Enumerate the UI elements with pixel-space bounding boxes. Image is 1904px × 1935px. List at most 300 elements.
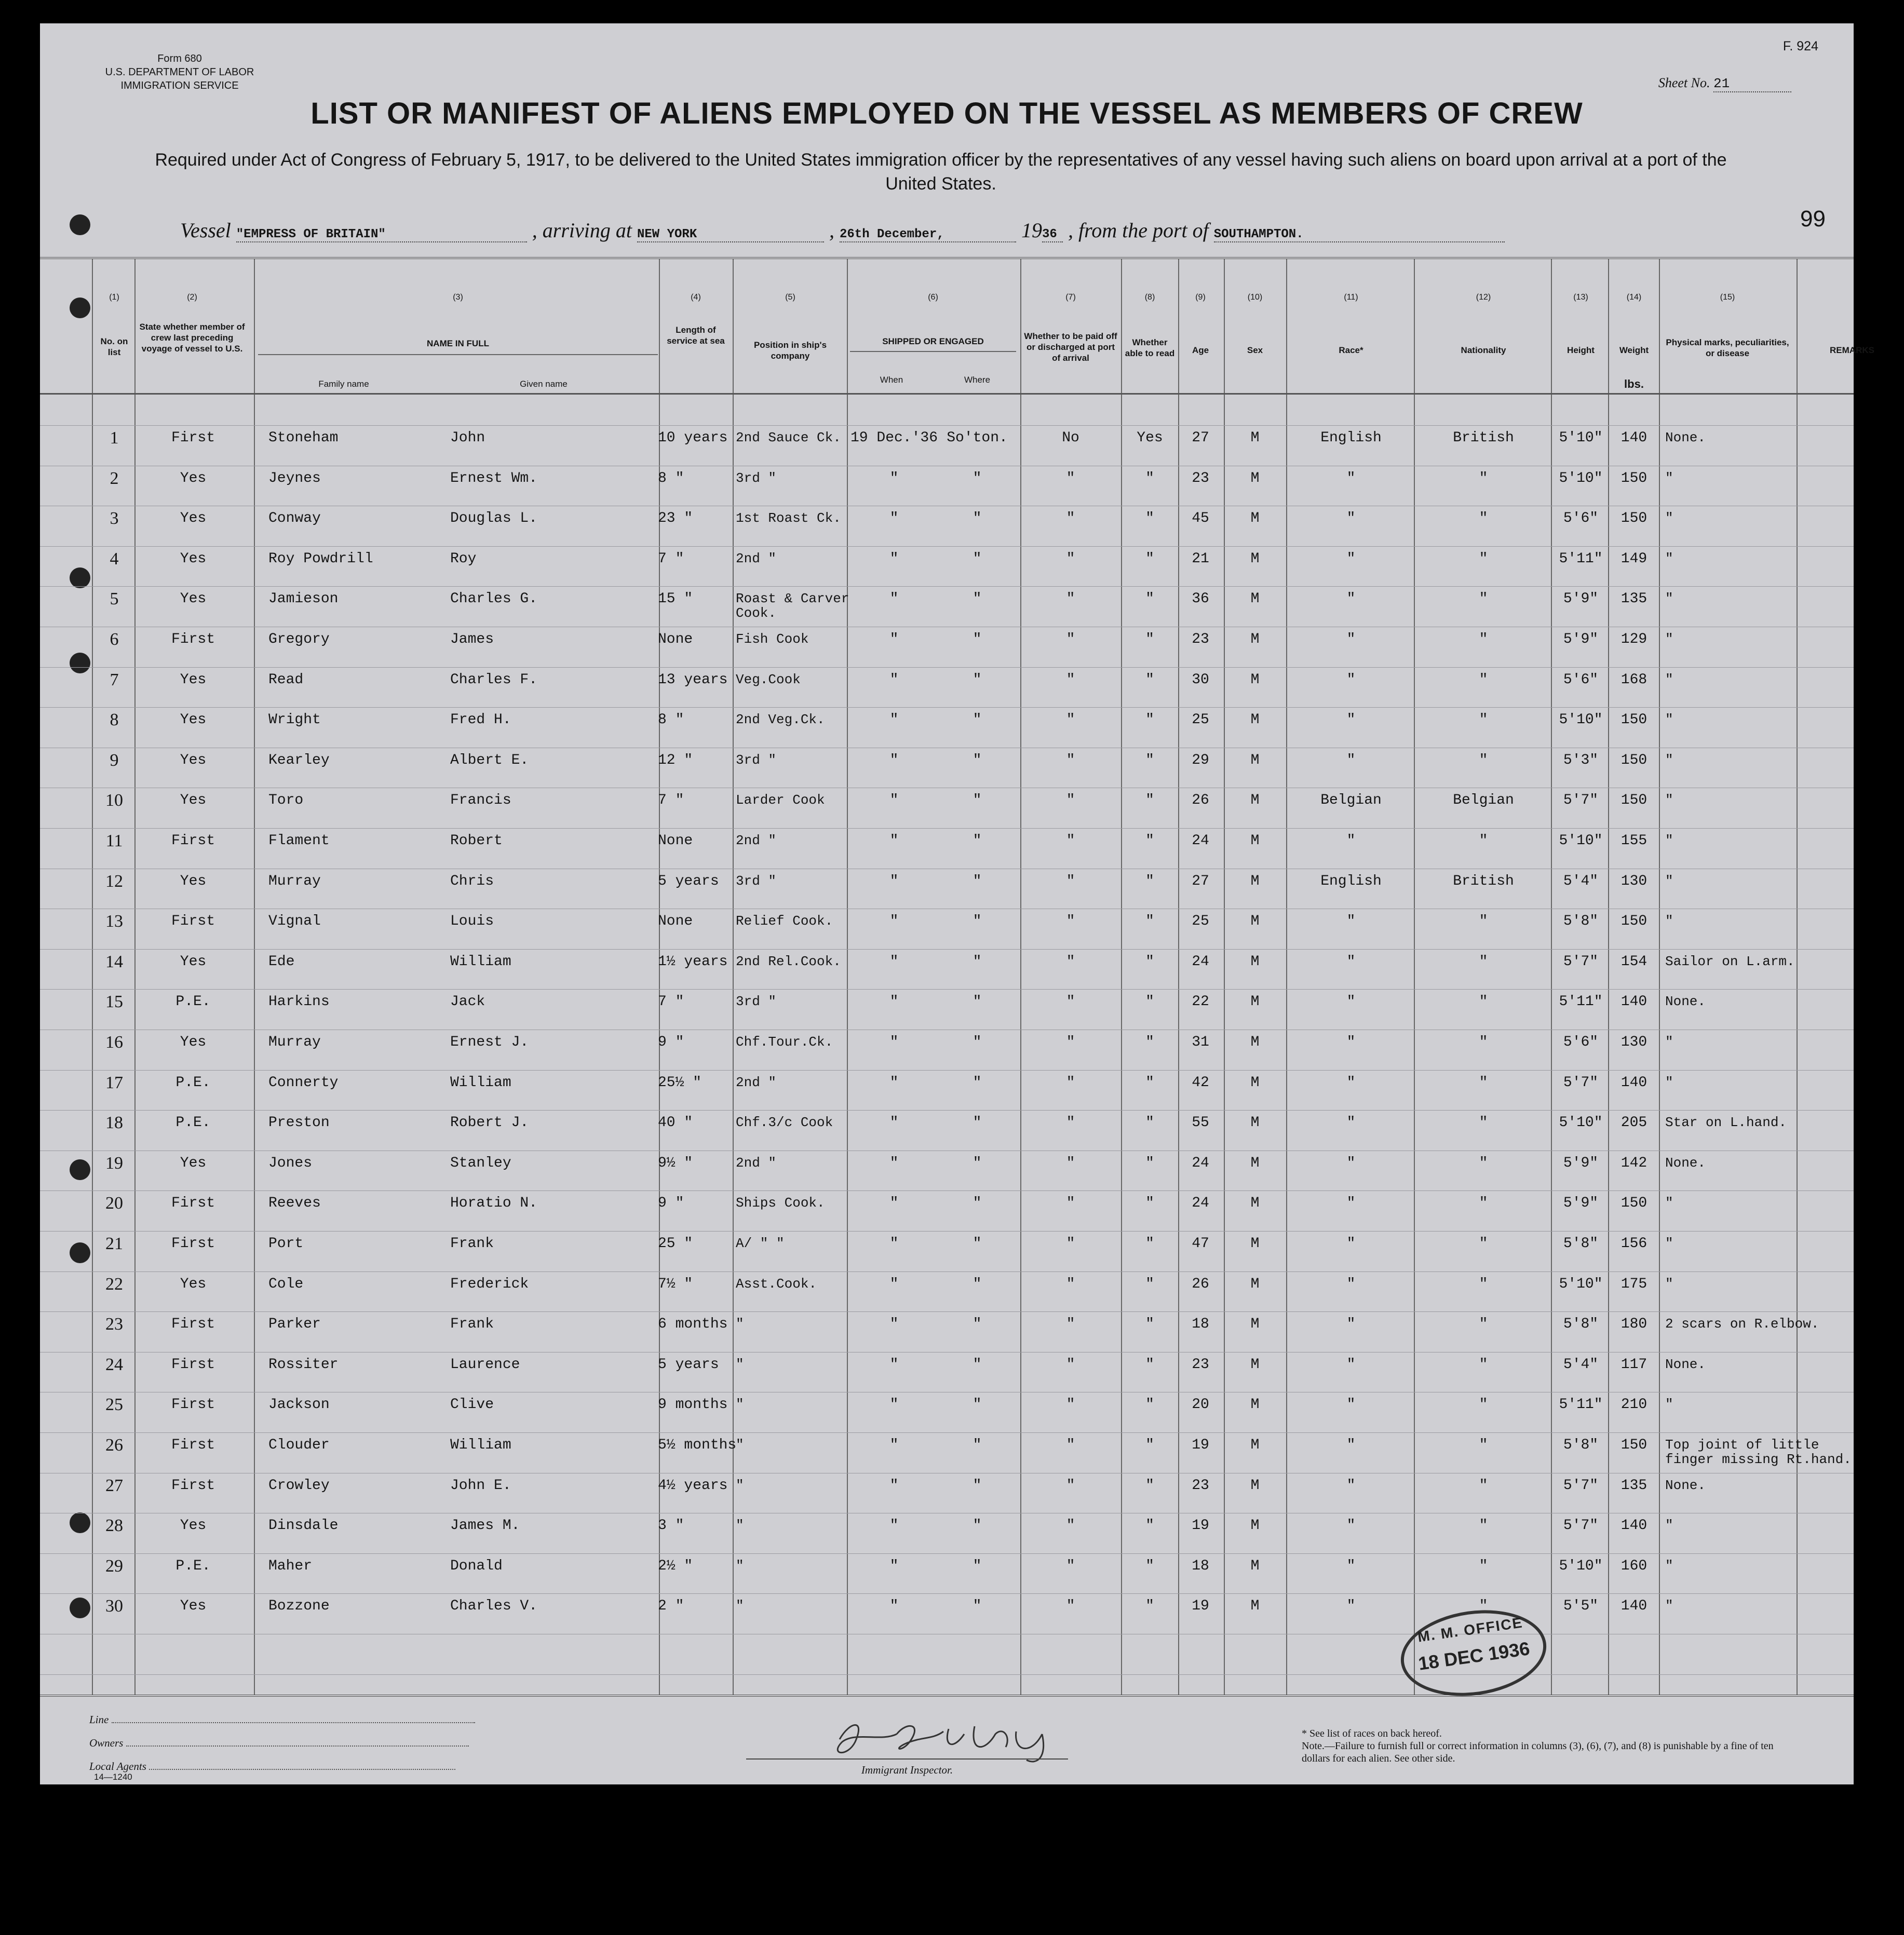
column-number: (7) [1065, 293, 1076, 302]
cell-race: " [1346, 1236, 1356, 1252]
cell-given: Stanley [450, 1155, 511, 1171]
cell-nat: " [1479, 591, 1488, 607]
cell-age: 24 [1192, 1195, 1209, 1212]
cell-sex: M [1250, 873, 1260, 889]
cell-marks: " [1665, 1397, 1673, 1413]
cell-read: " [1145, 1437, 1154, 1453]
cell-weight: 135 [1621, 591, 1648, 607]
cell-service: 8 " [658, 470, 684, 486]
page-title: LIST OR MANIFEST OF ALIENS EMPLOYED ON THE VESSEL AS MEMBERS OF CREW [310, 97, 1583, 130]
cell-read: " [1145, 1356, 1154, 1373]
cell-nat: " [1479, 1558, 1488, 1574]
cell-age: 36 [1192, 591, 1209, 607]
cell-no: 25 [105, 1395, 123, 1415]
cell-family: Read [268, 671, 304, 688]
owners-label: Owners [89, 1737, 124, 1749]
cell-marks: " [1665, 1558, 1673, 1574]
stamp-office: M. M. OFFICE [1416, 1614, 1524, 1645]
cell-age: 26 [1192, 1276, 1209, 1292]
cell-paid: " [1066, 712, 1075, 728]
column-number: (2) [187, 293, 197, 302]
cell-service: None [658, 833, 693, 849]
cell-race: English [1320, 873, 1382, 889]
cell-read: " [1145, 470, 1154, 486]
cell-when: 19 Dec.'36 [850, 430, 938, 446]
cell-given: Douglas L. [450, 510, 538, 527]
cell-weight: 140 [1621, 1518, 1648, 1534]
cell-age: 23 [1192, 1477, 1209, 1494]
cell-height: 5'9" [1563, 1155, 1599, 1171]
cell-marks: " [1665, 1598, 1673, 1614]
cell-race: " [1346, 1397, 1356, 1413]
cell-family: Vignal [268, 913, 321, 930]
cell-where: " [973, 752, 982, 768]
header-position: Position in ship's company [753, 340, 827, 361]
cell-race: " [1346, 712, 1356, 728]
cell-sex: M [1250, 752, 1260, 768]
header-where: Where [964, 375, 991, 385]
table-row [40, 511, 1854, 550]
cell-when: " [889, 994, 899, 1010]
cell-where: " [973, 550, 982, 567]
cell-prev: First [171, 1477, 215, 1494]
cell-marks: None. [1665, 994, 1706, 1010]
cell-where: So'ton. [947, 430, 1008, 446]
cell-age: 45 [1192, 510, 1209, 527]
cell-given: Chris [450, 873, 494, 889]
header-given-name: Given name [520, 379, 568, 389]
cell-nat: " [1479, 833, 1488, 849]
cell-when: " [889, 1236, 899, 1252]
cell-marks: " [1665, 833, 1673, 848]
cell-given: Robert J. [450, 1115, 529, 1131]
cell-no: 8 [110, 710, 119, 730]
cell-service: None [658, 631, 693, 647]
cell-where: " [973, 1195, 982, 1212]
cell-no: 29 [105, 1556, 123, 1576]
cell-family: Dinsdale [268, 1518, 339, 1534]
cell-weight: 149 [1621, 550, 1648, 567]
cell-weight: 150 [1621, 913, 1648, 930]
cell-sex: M [1250, 1034, 1260, 1050]
cell-where: " [973, 873, 982, 889]
cell-weight: 150 [1621, 1437, 1648, 1453]
arrival-port: NEW YORK [637, 227, 824, 242]
cell-weight: 180 [1621, 1316, 1648, 1333]
cell-when: " [889, 1034, 899, 1050]
cell-nat: " [1479, 1397, 1488, 1413]
cell-paid: " [1066, 752, 1075, 768]
cell-read: " [1145, 913, 1154, 930]
cell-paid: " [1066, 1195, 1075, 1212]
cell-weight: 129 [1621, 631, 1648, 647]
cell-sex: M [1250, 953, 1260, 970]
cell-given: James [450, 631, 494, 647]
cell-prev: First [171, 1236, 215, 1252]
cell-family: Bozzone [268, 1598, 330, 1615]
cell-age: 24 [1192, 833, 1209, 849]
cell-sex: M [1250, 792, 1260, 809]
cell-nat: " [1479, 1598, 1488, 1615]
cell-given: John E. [450, 1477, 511, 1494]
header-physical-marks: Physical marks, peculiarities, or disease [1666, 337, 1789, 358]
cell-service: 5½ months [658, 1437, 737, 1453]
cell-marks: " [1665, 1195, 1673, 1211]
cell-nat: " [1479, 994, 1488, 1010]
cell-no: 24 [105, 1355, 123, 1374]
cell-paid: " [1066, 1236, 1075, 1252]
cell-paid: " [1066, 1437, 1075, 1453]
cell-nat: " [1479, 550, 1488, 567]
cell-no: 6 [110, 630, 119, 649]
cell-paid: " [1066, 1397, 1075, 1413]
cell-prev: Yes [180, 550, 207, 567]
cell-paid: " [1066, 1276, 1075, 1292]
cell-nat: " [1479, 1477, 1488, 1494]
cell-position: Ships Cook. [736, 1195, 825, 1211]
cell-height: 5'10" [1559, 430, 1603, 446]
cell-weight: 154 [1621, 953, 1648, 970]
cell-nat: " [1479, 1276, 1488, 1292]
cell-family: Crowley [268, 1477, 330, 1494]
cell-age: 22 [1192, 994, 1209, 1010]
cell-where: " [973, 1316, 982, 1333]
cell-height: 5'11" [1559, 1397, 1603, 1413]
cell-position: 2nd " [736, 1155, 777, 1171]
cell-where: " [973, 1397, 982, 1413]
cell-age: 27 [1192, 430, 1209, 446]
header-length-of-service: Length of service at sea [667, 325, 725, 346]
cell-sex: M [1250, 1115, 1260, 1131]
cell-weight: 150 [1621, 510, 1648, 527]
cell-no: 17 [105, 1073, 123, 1092]
cell-when: " [889, 1356, 899, 1373]
cell-marks: " [1665, 510, 1673, 526]
cell-age: 25 [1192, 913, 1209, 930]
cell-read: " [1145, 591, 1154, 607]
cell-nat: " [1479, 1316, 1488, 1333]
cell-weight: 205 [1621, 1115, 1648, 1131]
cell-family: Stoneham [268, 430, 339, 446]
cell-position: 3rd " [736, 873, 777, 889]
cell-marks: " [1665, 712, 1673, 728]
cell-where: " [973, 1437, 982, 1453]
cell-sex: M [1250, 913, 1260, 930]
table-row [40, 750, 1854, 792]
arrival-year: 36 [1042, 227, 1063, 242]
print-code: 14—1240 [94, 1772, 132, 1782]
cell-when: " [889, 1155, 899, 1171]
cell-given: Fred H. [450, 712, 511, 728]
cell-family: Gregory [268, 631, 330, 647]
header-age: Age [1192, 345, 1209, 355]
cell-height: 5'7" [1563, 1518, 1599, 1534]
cell-height: 5'10" [1559, 712, 1603, 728]
cell-read: " [1145, 1155, 1154, 1171]
cell-weight: 150 [1621, 792, 1648, 809]
cell-where: " [973, 1276, 982, 1292]
header-no-on-list: No. on list [100, 336, 128, 357]
cell-prev: Yes [180, 470, 207, 486]
cell-height: 5'7" [1563, 1477, 1599, 1494]
cell-marks: " [1665, 470, 1673, 486]
cell-height: 5'7" [1563, 792, 1599, 809]
cell-family: Rossiter [268, 1356, 339, 1373]
cell-race: " [1346, 1034, 1356, 1050]
cell-no: 16 [105, 1033, 123, 1052]
cell-position: " [736, 1397, 744, 1413]
cell-height: 5'9" [1563, 631, 1599, 647]
cell-weight: 155 [1621, 833, 1648, 849]
cell-height: 5'8" [1563, 1437, 1599, 1453]
cell-paid: " [1066, 550, 1075, 567]
vessel-label: Vessel [180, 219, 231, 242]
cell-no: 9 [110, 750, 119, 770]
cell-marks: " [1665, 550, 1673, 566]
cell-marks: None. [1665, 430, 1706, 445]
cell-where: " [973, 792, 982, 809]
cell-read: " [1145, 1195, 1154, 1212]
cell-age: 24 [1192, 953, 1209, 970]
cell-weight: 150 [1621, 1195, 1648, 1212]
crew-table [40, 257, 1874, 1697]
table-row [40, 632, 1854, 671]
column-number: (14) [1626, 293, 1642, 302]
cell-position: 2nd Rel.Cook. [736, 953, 841, 969]
cell-sex: M [1250, 510, 1260, 527]
cell-paid: " [1066, 953, 1075, 970]
cell-height: 5'8" [1563, 1316, 1599, 1333]
cell-no: 20 [105, 1194, 123, 1213]
cell-nat: " [1479, 631, 1488, 647]
cell-family: Preston [268, 1115, 330, 1131]
cell-nat: " [1479, 712, 1488, 728]
cell-where: " [973, 631, 982, 647]
table-row [40, 1035, 1854, 1074]
cell-given: Frank [450, 1236, 494, 1252]
column-number: (4) [691, 293, 701, 302]
cell-prev: Yes [180, 1598, 207, 1615]
cell-family: Kearley [268, 752, 330, 768]
cell-height: 5'6" [1563, 1034, 1599, 1050]
cell-weight: 140 [1621, 1074, 1648, 1091]
cell-weight: 160 [1621, 1558, 1648, 1574]
cell-nat: " [1479, 510, 1488, 527]
cell-given: Charles V. [450, 1598, 538, 1615]
cell-paid: " [1066, 792, 1075, 809]
header-nationality: Nationality [1461, 345, 1506, 355]
cell-read: " [1145, 1276, 1154, 1292]
cell-sex: M [1250, 1558, 1260, 1574]
cell-race: " [1346, 470, 1356, 486]
cell-given: Donald [450, 1558, 503, 1574]
cell-race: " [1346, 1356, 1356, 1373]
cell-paid: " [1066, 913, 1075, 930]
cell-age: 25 [1192, 712, 1209, 728]
table-row [40, 793, 1854, 832]
header-family-name: Family name [318, 379, 369, 389]
cell-where: " [973, 1477, 982, 1494]
cell-prev: P.E. [175, 1074, 211, 1091]
line-label: Line [89, 1713, 109, 1726]
cell-when: " [889, 1115, 899, 1131]
cell-when: " [889, 1558, 899, 1574]
cell-read: " [1145, 1034, 1154, 1050]
cell-no: 23 [105, 1315, 123, 1334]
cell-prev: Yes [180, 953, 207, 970]
table-row [40, 430, 1854, 470]
cell-race: " [1346, 1155, 1356, 1171]
cell-race: " [1346, 1477, 1356, 1494]
cell-when: " [889, 1598, 899, 1615]
arriving-label: , arriving at [532, 219, 632, 242]
cell-given: William [450, 1437, 511, 1453]
cell-read: " [1145, 994, 1154, 1010]
cell-given: Laurence [450, 1356, 520, 1373]
header-race: Race* [1339, 345, 1363, 355]
cell-paid: " [1066, 873, 1075, 889]
table-row [40, 712, 1854, 752]
cell-paid: No [1062, 430, 1079, 446]
cell-family: Ede [268, 953, 295, 970]
cell-read: " [1145, 631, 1154, 647]
cell-where: " [973, 470, 982, 486]
cell-given: Charles G. [450, 591, 538, 607]
cell-family: Connerty [268, 1074, 339, 1091]
cell-no: 1 [110, 428, 119, 448]
cell-sex: M [1250, 1356, 1260, 1373]
cell-family: Reeves [268, 1195, 321, 1212]
cell-where: " [973, 913, 982, 930]
cell-position: 2nd Sauce Ck. [736, 430, 841, 445]
cell-given: Horatio N. [450, 1195, 538, 1212]
header-member-last-voyage: State whether member of crew last preceding voyage of vessel to U.S. [139, 322, 245, 354]
cell-family: Roy Powdrill [268, 550, 373, 567]
cell-nat: " [1479, 1195, 1488, 1212]
cell-age: 27 [1192, 873, 1209, 889]
cell-race: " [1346, 1598, 1356, 1615]
cell-read: " [1145, 873, 1154, 889]
cell-weight: 210 [1621, 1397, 1648, 1413]
cell-where: " [973, 833, 982, 849]
cell-position: A/ " " [736, 1236, 785, 1251]
table-row [40, 1518, 1854, 1558]
header-height: Height [1567, 345, 1595, 355]
cell-position: " [736, 1316, 744, 1332]
cell-race: " [1346, 671, 1356, 688]
cell-where: " [973, 1598, 982, 1615]
header-remarks: REMARKS [1830, 345, 1874, 355]
cell-service: 25½ " [658, 1074, 702, 1091]
cell-prev: Yes [180, 752, 207, 768]
cell-read: " [1145, 1316, 1154, 1333]
cell-age: 23 [1192, 1356, 1209, 1373]
cell-read: " [1145, 1477, 1154, 1494]
from-port-label: , from the port of [1068, 219, 1209, 242]
notes-block [1302, 1727, 1800, 1765]
header-sex: Sex [1247, 345, 1263, 355]
cell-service: 40 " [658, 1115, 693, 1131]
cell-height: 5'4" [1563, 1356, 1599, 1373]
cell-position: 2nd " [736, 550, 777, 566]
cell-height: 5'5" [1563, 1598, 1599, 1615]
cell-position: Chf.Tour.Ck. [736, 1034, 833, 1050]
cell-position: " [736, 1518, 744, 1534]
cell-age: 24 [1192, 1155, 1209, 1171]
cell-position: 2nd Veg.Ck. [736, 712, 825, 728]
cell-age: 18 [1192, 1316, 1209, 1333]
year-label: 19 [1021, 219, 1042, 242]
cell-when: " [889, 953, 899, 970]
cell-where: " [973, 1558, 982, 1574]
cell-position: 1st Roast Ck. [736, 510, 841, 526]
cell-paid: " [1066, 671, 1075, 688]
ruled-line [40, 1674, 1854, 1675]
table-row [40, 1397, 1854, 1437]
cell-read: " [1145, 712, 1154, 728]
cell-marks: 2 scars on R.elbow. [1665, 1316, 1819, 1332]
cell-position: " [736, 1598, 744, 1614]
cell-when: " [889, 752, 899, 768]
cell-where: " [973, 591, 982, 607]
cell-family: Conway [268, 510, 321, 527]
cell-age: 42 [1192, 1074, 1209, 1091]
cell-paid: " [1066, 1518, 1075, 1534]
cell-prev: First [171, 913, 215, 930]
cell-sex: M [1250, 470, 1260, 486]
cell-race: " [1346, 550, 1356, 567]
table-row [40, 914, 1854, 953]
form-header-block [99, 52, 260, 92]
cell-height: 5'7" [1563, 953, 1599, 970]
cell-service: 2 " [658, 1598, 684, 1615]
cell-service: 9 " [658, 1195, 684, 1212]
cell-prev: P.E. [175, 994, 211, 1010]
cell-sex: M [1250, 1316, 1260, 1333]
cell-no: 27 [105, 1476, 123, 1495]
voyage-line: Vessel "EMPRESS OF BRITAIN" , arriving at NEW YORK , 26th December, 1936 , from the port of SOUTHAMPTON. [180, 218, 1738, 242]
cell-family: Clouder [268, 1437, 330, 1453]
cell-no: 13 [105, 912, 123, 931]
cell-paid: " [1066, 1074, 1075, 1091]
cell-marks: None. [1665, 1155, 1706, 1171]
cell-age: 20 [1192, 1397, 1209, 1413]
cell-sex: M [1250, 1236, 1260, 1252]
table-row [40, 1357, 1854, 1397]
cell-family: Toro [268, 792, 304, 809]
cell-weight: 140 [1621, 430, 1648, 446]
cell-age: 29 [1192, 752, 1209, 768]
cell-given: William [450, 953, 511, 970]
cell-prev: Yes [180, 510, 207, 527]
cell-given: Frank [450, 1316, 494, 1333]
table-row [40, 1478, 1854, 1518]
cell-race: " [1346, 591, 1356, 607]
cell-position: 2nd " [736, 833, 777, 848]
cell-family: Parker [268, 1316, 321, 1333]
cell-read: " [1145, 1518, 1154, 1534]
cell-weight: 140 [1621, 994, 1648, 1010]
vessel-name: "EMPRESS OF BRITAIN" [236, 227, 527, 242]
cell-prev: First [171, 1195, 215, 1212]
cell-where: " [973, 953, 982, 970]
cell-height: 5'6" [1563, 671, 1599, 688]
cell-height: 5'11" [1559, 994, 1603, 1010]
cell-weight: 130 [1621, 873, 1648, 889]
cell-where: " [973, 1155, 982, 1171]
column-number: (8) [1144, 293, 1155, 302]
cell-nat: British [1453, 873, 1514, 889]
